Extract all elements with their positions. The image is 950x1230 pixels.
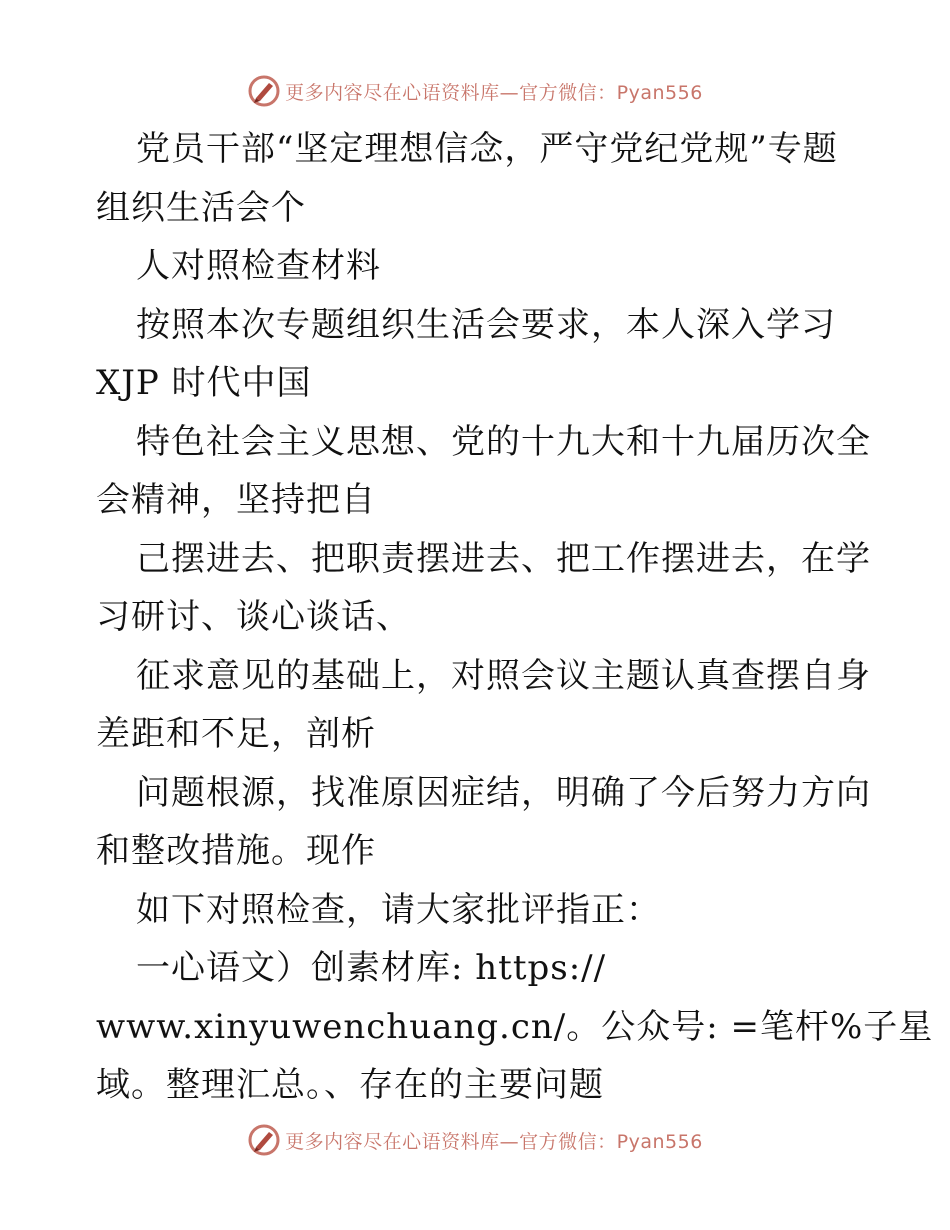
paragraph-line: 如下对照检查，请大家批评指正： bbox=[136, 889, 661, 930]
title-line-3: 人对照检查材料 bbox=[136, 246, 381, 286]
title-line-1: 党员干部“坚定理想信念，严守党纪党规”专题 bbox=[136, 129, 838, 169]
header-watermark-text: 更多内容尽在心语资料库—官方微信：Pyan556 bbox=[285, 81, 703, 104]
title-line-2: 组织生活会个 bbox=[96, 187, 306, 228]
paragraph-line: www.xinyuwenchuang.cn/。公众号: =笔杆%子星 bbox=[96, 1006, 934, 1047]
section-heading-line: 域。整理汇总。、存在的主要问题 bbox=[96, 1065, 604, 1105]
footer-watermark bbox=[0, 1120, 950, 1160]
paragraph-line: XJP 时代中国 bbox=[96, 363, 312, 403]
paragraph-line: 特色社会主义思想、党的十九大和十九届历次全 bbox=[136, 421, 871, 462]
pen-circle-logo-icon bbox=[247, 74, 281, 108]
paragraph-line: 会精神，坚持把自 bbox=[96, 480, 376, 520]
document-body bbox=[96, 120, 934, 1115]
paragraph-line: 和整改措施。现作 bbox=[96, 831, 376, 871]
pen-circle-logo-icon bbox=[247, 1123, 281, 1157]
paragraph-line: 习研讨、谈心谈话、 bbox=[96, 597, 411, 637]
paragraph-line: 差距和不足，剖析 bbox=[96, 714, 376, 754]
paragraph-line: 己摆进去、把职责摆进去、把工作摆进去，在学 bbox=[136, 538, 871, 579]
header-watermark bbox=[0, 71, 950, 111]
paragraph-line: 一心语文）创素材库: https:// bbox=[136, 948, 607, 988]
paragraph-line: 按照本次专题组织生活会要求，本人深入学习 bbox=[136, 304, 836, 345]
paragraph-line: 征求意见的基础上，对照会议主题认真查摆自身 bbox=[136, 655, 871, 696]
footer-watermark-text: 更多内容尽在心语资料库—官方微信：Pyan556 bbox=[285, 1130, 703, 1153]
paragraph-line: 问题根源，找准原因症结，明确了今后努力方向 bbox=[136, 772, 871, 813]
